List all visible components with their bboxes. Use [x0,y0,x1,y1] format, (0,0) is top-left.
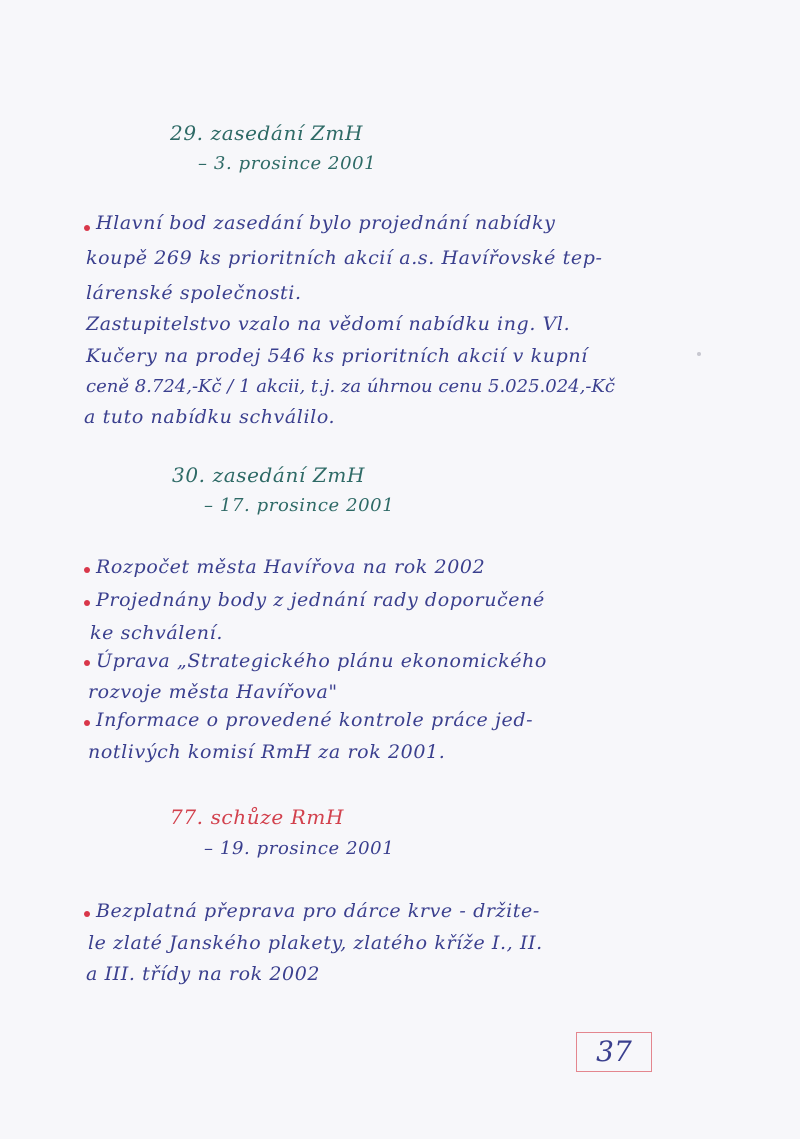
section3-line-2: le zlaté Janského plakety, zlatého kříže I., II. [88,932,543,954]
section2-line-6: Informace o provedené kontrole práce jed- [96,709,534,731]
page-number: 37 [596,1035,632,1068]
paper-speck [697,352,701,356]
section3-line-1: Bezplatná přeprava pro dárce krve - držite- [96,900,540,922]
section1-line-4: Zastupitelstvo vzalo na vědomí nabídku ing. Vl. [86,313,571,335]
bullet-marker [84,911,90,917]
section2-line-2: Projednány body z jednání rady doporučené [96,589,545,611]
section1-line-1: Hlavní bod zasedání bylo projednání nabídky [96,212,556,234]
bullet-marker [84,225,90,231]
section3-date: – 19. prosince 2001 [204,838,395,859]
section1-date: – 3. prosince 2001 [198,153,377,174]
bullet-marker [84,567,90,573]
bullet-marker [84,660,90,666]
page-number-box [576,1032,652,1072]
section1-line-5: Kučery na prodej 546 ks prioritních akcií v kupní [86,345,588,367]
section2-line-3: ke schválení. [90,622,223,644]
section1-line-7: a tuto nabídku schválilo. [84,406,336,428]
section2-line-1: Rozpočet města Havířova na rok 2002 [96,556,486,578]
section2-line-4: Úprava „Strategického plánu ekonomického [96,650,547,672]
section1-line-2: koupě 269 ks prioritních akcií a.s. Havířovské tep- [86,247,603,269]
section3-line-3: a III. třídy na rok 2002 [86,963,321,985]
section1-line-3: lárenské společnosti. [86,282,302,304]
section2-line-7: notlivých komisí RmH za rok 2001. [88,741,446,763]
section3-heading: 77. schůze RmH [170,805,344,829]
section1-line-6: ceně 8.724,-Kč / 1 akcii, t.j. za úhrnou cenu 5.025.024,-Kč [86,376,615,397]
bullet-marker [84,720,90,726]
section2-line-5: rozvoje města Havířova" [88,681,338,703]
section2-date: – 17. prosince 2001 [204,495,395,516]
section2-heading: 30. zasedání ZmH [172,463,365,487]
bullet-marker [84,600,90,606]
section1-heading: 29. zasedání ZmH [170,121,363,145]
